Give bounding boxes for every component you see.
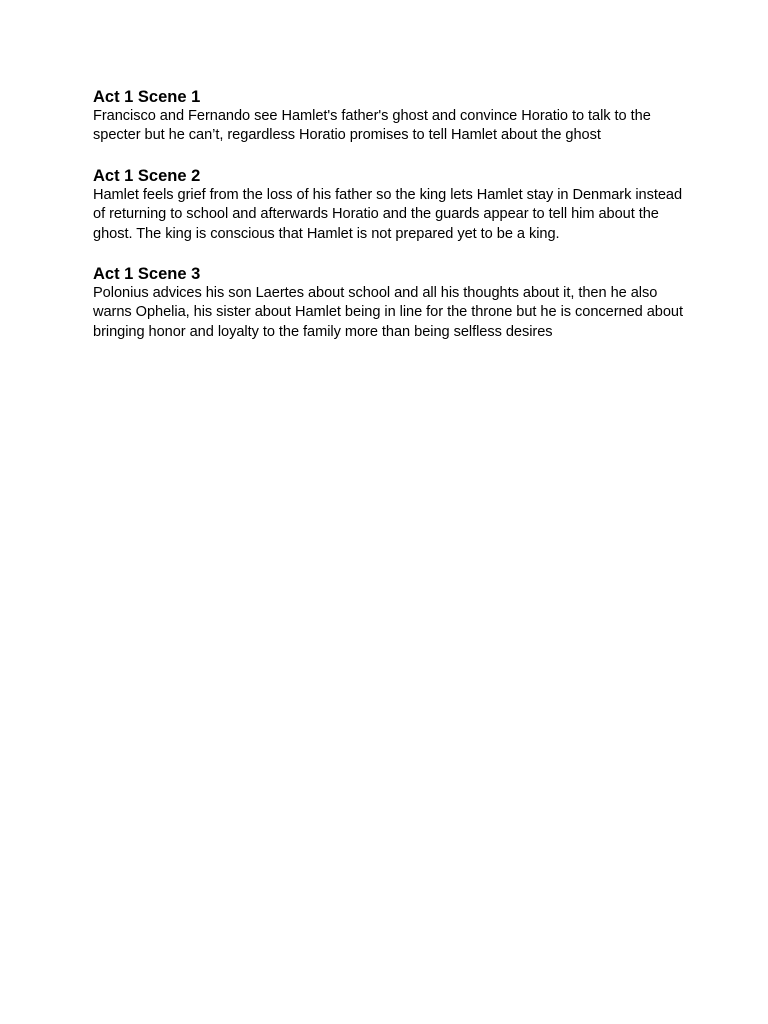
section-heading: Act 1 Scene 2 xyxy=(93,166,201,185)
section-body: Polonius advices his son Laertes about school and all his thoughts about it, then he also warns Ophelia, his sister about Hamlet being in line for the throne but he is concerned about bringing honor and loyalty to the family more than being selfless desires xyxy=(93,285,683,340)
section-body: Francisco and Fernando see Hamlet's father's ghost and convince Horatio to talk to the specter but he can’t, regardless Horatio promises to tell Hamlet about the ghost xyxy=(93,108,651,144)
document-page xyxy=(93,87,683,342)
section-heading: Act 1 Scene 3 xyxy=(93,265,201,284)
section-body: Hamlet feels grief from the loss of his father so the king lets Hamlet stay in Denmark instead of returning to school and afterwards Horatio and the guards appear to tell him about the ghost. The king is conscious that Hamlet is not prepared yet to be a king. xyxy=(93,186,683,242)
section-act-1-scene-1 xyxy=(93,87,683,146)
section-heading: Act 1 Scene 1 xyxy=(93,88,201,106)
section-act-1-scene-2 xyxy=(93,166,683,244)
section-act-1-scene-3 xyxy=(93,264,683,342)
